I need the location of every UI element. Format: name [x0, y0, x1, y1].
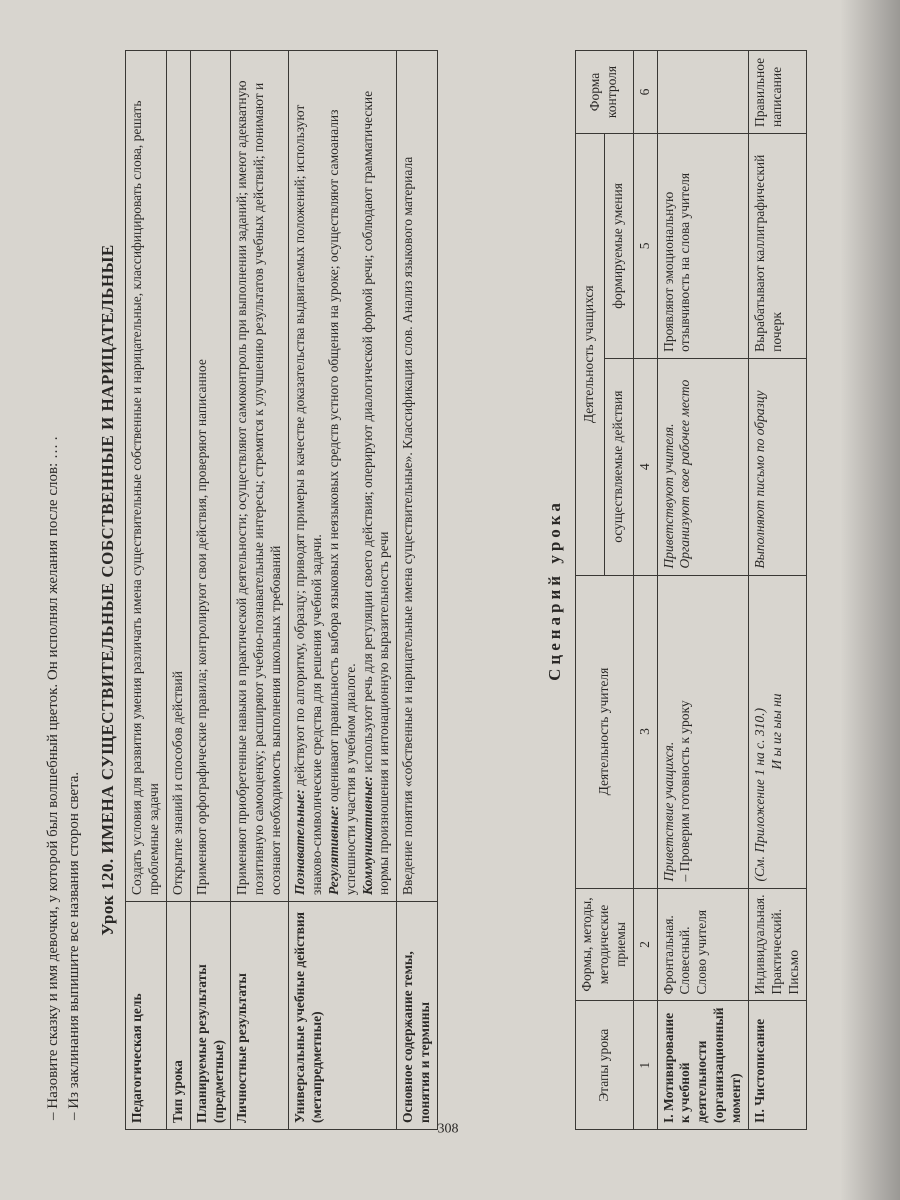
- col-stages: Этапы урока: [576, 1001, 634, 1130]
- cell-actions: Приветствуют учителя. Организуют свое рабочее место: [657, 358, 748, 575]
- row-label: Педагогическая цель: [126, 902, 167, 1130]
- col-number: 1: [633, 1001, 657, 1130]
- row-text: Открытие знаний и способов действий: [166, 51, 190, 902]
- cell-forms: Фронтальная. Словесный. Слово учителя: [657, 888, 748, 1001]
- teacher-italic: Приветствие учащихся.: [660, 741, 676, 882]
- table-header-row: [576, 51, 605, 1130]
- row-text: Введение понятия «собственные и нарицательные имена существительные». Классификация слов. Анализ языкового материала: [397, 51, 438, 902]
- regulative-head: Регулятивные:: [325, 805, 341, 895]
- row-text: Применяют приобретенные навыки в практической деятельности; осуществляют самоконтроль при выполнении заданий; имеют адекватную позитивную самооценку; расширяют учебно-познавательные интересы; стремятся к улучшению результатов учебных действий; понимают и осознают необходимость выполнения школьных требований: [231, 51, 289, 902]
- cognitive-text: действуют по алгоритму, образцу; приводят примеры в качестве доказательства выдвигаемых положений; используют знаково-символические средства для решения учебной задачи.: [292, 104, 324, 895]
- intro-line-1: – Назовите сказку и имя девочки, у которой был волшебный цветок. Он исполнял желания после слов: … .: [45, 436, 61, 1120]
- col-number: 3: [633, 575, 657, 888]
- col-skills: формируемые умения: [604, 134, 633, 359]
- row-text: Применяют орфографические правила; контролируют свои действия, проверяют написанное: [190, 51, 231, 902]
- cell-stage: II. Чистописание: [748, 1001, 806, 1130]
- cell-forms: Индивидуальная. Практический. Письмо: [748, 888, 806, 1001]
- lesson-title: Урок 120. ИМЕНА СУЩЕСТВИТЕЛЬНЫЕ СОБСТВЕННЫЕ И НАРИЦАТЕЛЬНЫЕ: [98, 244, 117, 936]
- col-forms: Формы, методы, методические приемы: [576, 888, 634, 1001]
- col-number: 4: [633, 358, 657, 575]
- col-actions: осуществляемые действия: [604, 358, 633, 575]
- communicative-text: используют речь для регуляции своего действия; оперируют диалогической формой речи; соблюдают грамматические нормы произношения и интонационную выразительность речи: [359, 90, 392, 895]
- cell-skills: Проявляют эмоциональную отзывчивость на слова учителя: [657, 134, 748, 359]
- row-label: Основное содержание темы, понятия и термины: [397, 902, 438, 1130]
- row-label: Универсальные учебные действия (метапредметные): [289, 902, 397, 1130]
- cell-skills: Вырабатывают каллиграфический почерк: [748, 134, 806, 359]
- col-teacher: Деятельность учителя: [576, 575, 634, 888]
- table-row: [748, 51, 806, 1130]
- page-number: 308: [437, 1121, 459, 1137]
- scenario-table: [575, 50, 807, 1130]
- intro-line-2: – Из заклинания выпишите все названия сторон света.: [66, 771, 82, 1120]
- teacher-text: И ы иг ыы ни: [768, 693, 784, 770]
- row-text: [289, 51, 397, 902]
- table-row: [190, 51, 231, 1130]
- teacher-text: – Проверим готовность к уроку: [677, 700, 693, 882]
- col-number: 6: [633, 51, 657, 134]
- col-number: 2: [633, 888, 657, 1001]
- cell-control: Правильное написание: [748, 51, 806, 134]
- cell-teacher: [657, 575, 748, 888]
- cell-teacher: [748, 575, 806, 888]
- col-students: Деятельность учащихся: [576, 134, 605, 576]
- teacher-italic: (См. Приложение 1 на с. 310.): [751, 707, 767, 882]
- table-row: [657, 51, 748, 1130]
- lesson-info-table: [125, 50, 438, 1130]
- table-number-row: [633, 51, 657, 1130]
- table-row: [166, 51, 190, 1130]
- row-text: Создать условия для развития умения различать имена существительные собственные и нарицательные, классифицировать слова, решать проблемные задачи: [126, 51, 167, 902]
- table-row: [231, 51, 289, 1130]
- scenario-title: Сценарий урока: [545, 499, 564, 681]
- row-label: Личностные результаты: [231, 902, 289, 1130]
- col-control: Форма контроля: [576, 51, 634, 134]
- cognitive-head: Познавательные:: [292, 789, 307, 895]
- row-label: Планируемые результаты (предметные): [190, 902, 231, 1130]
- col-number: 5: [633, 134, 657, 359]
- regulative-text: оценивают правильность выбора языковых и неязыковых средств устного общения на уроке; осуществляют самоанализ успешности участия в учебном диалоге.: [325, 109, 358, 895]
- table-row: [289, 51, 397, 1130]
- cell-stage: I. Мотивирование к учебной деятельности (организационный момент): [657, 1001, 748, 1130]
- row-label: Тип урока: [166, 902, 190, 1130]
- table-row: [126, 51, 167, 1130]
- table-row: [397, 51, 438, 1130]
- communicative-head: Коммуникативные:: [359, 775, 375, 895]
- cell-actions: Выполняют письмо по образцу: [748, 358, 806, 575]
- cell-control: [657, 51, 748, 134]
